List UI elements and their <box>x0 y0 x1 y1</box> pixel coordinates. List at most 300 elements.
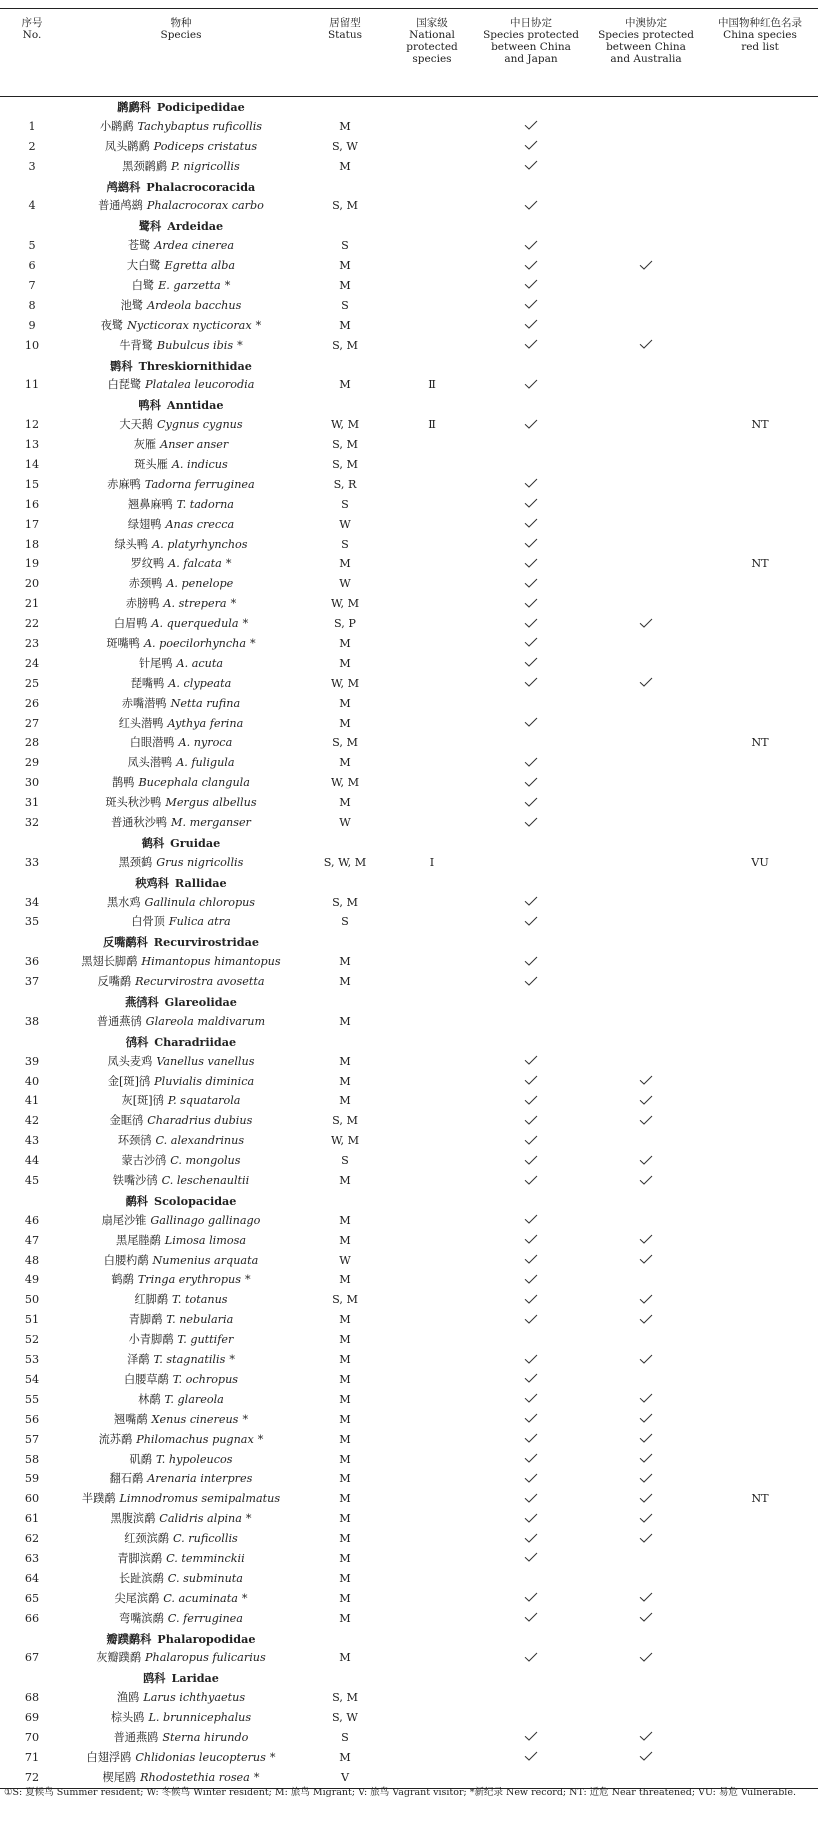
species-name-cn: 普通燕鸥 <box>113 1730 159 1744</box>
national-protection-cell <box>392 554 472 574</box>
red-list-cell <box>702 236 818 256</box>
national-protection-cell <box>392 1012 472 1032</box>
red-list-cell <box>702 773 818 793</box>
china-australia-check-cell <box>590 1290 702 1310</box>
red-list-cell: NT <box>751 1492 769 1506</box>
header-china-australia-agreement <box>590 9 702 97</box>
species-row <box>0 893 818 913</box>
empty-cell <box>298 356 392 376</box>
header-label-en: and Australia <box>610 53 682 65</box>
species-row <box>0 773 818 793</box>
red-list-cell <box>702 1450 818 1470</box>
red-list-cell <box>702 1290 818 1310</box>
species-name-latin: Tadorna ferruginea <box>144 477 255 491</box>
species-row <box>0 1370 818 1390</box>
species-name-latin: P. squatarola <box>167 1094 241 1108</box>
red-list-cell <box>702 1589 818 1609</box>
check-mark-icon <box>524 1533 538 1543</box>
check-mark-icon <box>639 1294 653 1304</box>
row-number-cell: 17 <box>24 517 40 531</box>
row-number-cell: 59 <box>24 1472 40 1486</box>
family-name-cn: 鸥科 <box>143 1671 166 1686</box>
family-name-cn: 秧鸡科 <box>135 875 169 890</box>
species-name-cell <box>64 1092 298 1112</box>
status-cell: S <box>341 497 349 511</box>
row-number-cell <box>0 873 64 893</box>
species-row <box>0 1509 818 1529</box>
species-name-cell <box>64 893 298 913</box>
china-australia-cell <box>590 694 702 714</box>
check-mark-icon <box>524 657 538 667</box>
species-name-latin: Tachybaptus ruficollis <box>137 119 263 133</box>
species-name-cn: 赤嘴潜鸭 <box>121 696 167 710</box>
red-list-cell <box>702 634 818 654</box>
species-row <box>0 674 818 694</box>
empty-cell <box>392 97 472 117</box>
china-japan-check-cell <box>472 1609 590 1629</box>
national-protection-cell <box>392 753 472 773</box>
china-australia-check-cell <box>590 336 702 356</box>
red-list-cell <box>702 1410 818 1430</box>
species-name-latin: A. acuta <box>176 656 224 670</box>
species-name-cell <box>64 1390 298 1410</box>
row-number-cell: 29 <box>24 756 40 770</box>
china-japan-check-cell <box>472 256 590 276</box>
status-cell: M <box>339 756 351 770</box>
red-list-cell <box>702 594 818 614</box>
empty-cell <box>702 1629 818 1649</box>
china-japan-cell <box>472 435 590 455</box>
species-row <box>0 515 818 535</box>
check-mark-icon <box>524 1731 538 1741</box>
species-name-cell <box>64 594 298 614</box>
china-australia-check-cell <box>590 1111 702 1131</box>
check-mark-icon <box>524 717 538 727</box>
status-cell: S, W <box>332 139 358 153</box>
species-name-cell <box>64 1370 298 1390</box>
empty-cell <box>472 356 590 376</box>
check-mark-icon <box>639 1473 653 1483</box>
family-name-cn: 鸻科 <box>125 1034 149 1049</box>
status-cell: W, M <box>330 676 360 690</box>
national-protection-cell <box>392 594 472 614</box>
species-name-latin: Mergus albellus <box>165 796 257 810</box>
empty-cell <box>472 833 590 853</box>
national-protection-cell <box>392 435 472 455</box>
family-row <box>0 356 818 376</box>
species-row <box>0 1111 818 1131</box>
species-row <box>0 1748 818 1768</box>
species-row <box>0 1271 818 1291</box>
china-australia-check-cell <box>590 1748 702 1768</box>
species-name-cell <box>64 952 298 972</box>
row-number-cell: 30 <box>24 776 40 790</box>
row-number-cell: 35 <box>24 915 40 929</box>
species-name-cn: 赤颈鸭 <box>128 577 163 591</box>
national-protection-cell <box>392 475 472 495</box>
check-mark-icon <box>524 1513 538 1523</box>
species-name-cell <box>64 694 298 714</box>
species-name-latin: Sterna hirundo <box>162 1730 249 1744</box>
china-japan-check-cell <box>472 296 590 316</box>
red-list-cell <box>702 1469 818 1489</box>
empty-cell <box>702 1191 818 1211</box>
china-australia-cell <box>590 316 702 336</box>
species-name-cn: 半蹼鹬 <box>81 1492 116 1506</box>
national-protection-cell <box>392 972 472 992</box>
national-protection-cell: Ⅱ <box>428 378 436 392</box>
family-row <box>0 395 818 415</box>
family-row <box>0 833 818 853</box>
row-number-cell: 65 <box>24 1591 40 1605</box>
row-number-cell: 47 <box>24 1233 40 1247</box>
red-list-cell <box>702 1310 818 1330</box>
species-name-latin: T. guttifer <box>177 1333 234 1347</box>
national-protection-cell <box>392 1589 472 1609</box>
china-australia-check-cell <box>590 614 702 634</box>
family-row <box>0 1191 818 1211</box>
species-name-cell <box>64 1509 298 1529</box>
row-number-cell: 11 <box>24 378 40 392</box>
family-name-cell <box>64 932 298 952</box>
check-mark-icon <box>524 120 538 130</box>
china-australia-cell <box>590 893 702 913</box>
new-record-mark: * <box>242 1412 249 1426</box>
family-name-cn: 鹬科 <box>125 1193 148 1208</box>
row-number-cell: 33 <box>24 855 40 869</box>
species-name-cn: 鹊鸭 <box>112 776 135 790</box>
species-name-cn: 矶鹬 <box>129 1452 152 1466</box>
national-protection-cell <box>392 157 472 177</box>
species-name-cn: 青脚鹬 <box>128 1313 163 1327</box>
empty-cell <box>702 992 818 1012</box>
china-japan-check-cell <box>472 1310 590 1330</box>
species-name-latin: L. brunnicephalus <box>148 1711 252 1725</box>
national-protection-cell <box>392 654 472 674</box>
check-mark-icon <box>639 1612 653 1622</box>
row-number-cell: 6 <box>28 259 36 273</box>
new-record-mark: * <box>241 1591 248 1605</box>
species-name-cn: 黑尾塍鹬 <box>116 1233 161 1247</box>
china-japan-check-cell <box>472 1549 590 1569</box>
family-row <box>0 1629 818 1649</box>
red-list-cell <box>702 972 818 992</box>
species-name-latin: Anser anser <box>160 438 229 452</box>
species-row <box>0 157 818 177</box>
family-name-latin: Laridae <box>171 1671 219 1686</box>
china-japan-check-cell <box>472 157 590 177</box>
family-name-cell <box>64 1032 298 1052</box>
species-name-cn: 凤头麦鸡 <box>107 1054 153 1068</box>
row-number-cell <box>0 216 64 236</box>
species-name-cell <box>64 117 298 137</box>
species-name-latin: C. mongolus <box>170 1154 241 1168</box>
red-list-cell <box>702 1111 818 1131</box>
row-number-cell: 26 <box>24 696 40 710</box>
species-row <box>0 276 818 296</box>
new-record-mark: * <box>244 1273 251 1287</box>
species-name-cn: 普通燕鸻 <box>96 1014 142 1028</box>
china-japan-check-cell <box>472 793 590 813</box>
species-name-cell <box>64 1430 298 1450</box>
china-australia-check-cell <box>590 1231 702 1251</box>
species-name-cn: 白骨顶 <box>131 915 165 929</box>
national-protection-cell <box>392 714 472 734</box>
china-japan-check-cell <box>472 753 590 773</box>
red-list-cell <box>702 1430 818 1450</box>
species-name-latin: Chlidonias leucopterus <box>135 1750 266 1764</box>
family-name-cell <box>64 1629 298 1649</box>
species-name-cn: 红头潜鸭 <box>118 716 164 730</box>
row-number-cell: 18 <box>24 537 40 551</box>
species-name-cn: 大天鹅 <box>119 418 153 432</box>
national-protection-cell <box>392 1450 472 1470</box>
header-label-en: Species protected <box>483 29 579 41</box>
national-protection-cell <box>392 1648 472 1668</box>
species-name-latin: Phalaropus fulicarius <box>145 1651 266 1665</box>
species-name-cell <box>64 1012 298 1032</box>
species-name-latin: Calidris alpina <box>159 1512 242 1526</box>
china-japan-check-cell <box>472 952 590 972</box>
species-row <box>0 1529 818 1549</box>
species-name-cell <box>64 1251 298 1271</box>
china-japan-check-cell <box>472 674 590 694</box>
national-protection-cell <box>392 1052 472 1072</box>
species-name-cn: 环颈鸻 <box>117 1134 152 1148</box>
china-australia-cell <box>590 1131 702 1151</box>
species-name-cn: 绿翅鸭 <box>127 517 162 531</box>
species-name-cell <box>64 972 298 992</box>
china-australia-cell <box>590 853 702 873</box>
check-mark-icon <box>524 518 538 528</box>
status-cell: M <box>339 656 351 670</box>
species-name-cn: 赤膀鸭 <box>125 597 160 611</box>
species-name-cell <box>64 435 298 455</box>
row-number-cell: 57 <box>24 1432 40 1446</box>
status-cell: S, M <box>332 457 358 471</box>
national-protection-cell <box>392 1549 472 1569</box>
national-protection-cell <box>392 1410 472 1430</box>
national-protection-cell <box>392 1310 472 1330</box>
species-row <box>0 196 818 216</box>
species-name-cn: 凤头潜鸭 <box>127 756 173 770</box>
species-name-cell <box>64 415 298 435</box>
species-name-cell <box>64 336 298 356</box>
species-name-latin: Ardea cinerea <box>154 239 235 253</box>
species-name-latin: Himantopus himantopus <box>141 955 281 969</box>
species-name-latin: C. leschenaultii <box>161 1174 250 1188</box>
row-number-cell: 43 <box>24 1134 40 1148</box>
species-name-latin: Cygnus cygnus <box>156 418 243 432</box>
china-japan-check-cell <box>472 1450 590 1470</box>
species-name-cell <box>64 1450 298 1470</box>
row-number-cell <box>0 97 64 117</box>
red-list-cell <box>702 793 818 813</box>
red-list-cell <box>702 515 818 535</box>
china-japan-check-cell <box>472 495 590 515</box>
national-protection-cell <box>392 455 472 475</box>
species-row <box>0 415 818 435</box>
national-protection-cell <box>392 1469 472 1489</box>
row-number-cell: 44 <box>24 1154 40 1168</box>
national-protection-cell <box>392 694 472 714</box>
empty-cell <box>702 97 818 117</box>
species-row <box>0 435 818 455</box>
empty-cell <box>472 395 590 415</box>
china-australia-cell <box>590 296 702 316</box>
species-name-cn: 翻石鹬 <box>109 1472 144 1486</box>
check-mark-icon <box>639 1493 653 1503</box>
china-japan-check-cell <box>472 574 590 594</box>
species-row <box>0 316 818 336</box>
national-protection-cell <box>392 1290 472 1310</box>
row-number-cell: 36 <box>24 955 40 969</box>
species-row <box>0 1092 818 1112</box>
status-cell: S, P <box>334 617 356 631</box>
family-row <box>0 873 818 893</box>
check-mark-icon <box>524 419 538 429</box>
status-cell: M <box>339 1392 351 1406</box>
check-mark-icon <box>524 1433 538 1443</box>
status-cell: M <box>339 278 351 292</box>
check-mark-icon <box>639 1453 653 1463</box>
check-mark-icon <box>524 1373 538 1383</box>
species-name-latin: Phalacrocorax carbo <box>146 199 264 213</box>
china-australia-cell <box>590 1569 702 1589</box>
species-name-cn: 铁嘴沙鸻 <box>112 1174 158 1188</box>
empty-cell <box>472 216 590 236</box>
china-australia-check-cell <box>590 1728 702 1748</box>
check-mark-icon <box>524 1274 538 1284</box>
species-name-latin: A. penelope <box>166 577 234 591</box>
species-name-latin: T. totanus <box>172 1293 228 1307</box>
national-protection-cell <box>392 1509 472 1529</box>
china-australia-cell <box>590 654 702 674</box>
species-name-cell <box>64 714 298 734</box>
national-protection-cell <box>392 1370 472 1390</box>
species-name-cn: 红颈滨鹬 <box>124 1532 169 1546</box>
national-protection-cell <box>392 574 472 594</box>
china-australia-cell <box>590 515 702 535</box>
species-row <box>0 793 818 813</box>
china-australia-cell <box>590 714 702 734</box>
china-australia-cell <box>590 793 702 813</box>
check-mark-icon <box>639 677 653 687</box>
species-name-latin: A. poecilorhyncha <box>143 636 247 650</box>
empty-cell <box>590 992 702 1012</box>
red-list-cell <box>702 714 818 734</box>
row-number-cell: 60 <box>24 1492 40 1506</box>
red-list-cell <box>702 495 818 515</box>
china-japan-check-cell <box>472 415 590 435</box>
status-cell: S <box>341 1154 349 1168</box>
check-mark-icon <box>639 1155 653 1165</box>
national-protection-cell <box>392 1728 472 1748</box>
header-label-cn: 序号 <box>21 17 43 29</box>
check-mark-icon <box>639 1433 653 1443</box>
china-japan-check-cell <box>472 714 590 734</box>
empty-cell <box>702 177 818 197</box>
red-list-cell <box>702 276 818 296</box>
check-mark-icon <box>524 478 538 488</box>
red-list-cell <box>702 1609 818 1629</box>
species-name-cn: 翘嘴鹬 <box>113 1412 148 1426</box>
china-japan-check-cell <box>472 1469 590 1489</box>
national-protection-cell <box>392 1171 472 1191</box>
family-name-latin: Phalaropodidae <box>157 1631 256 1646</box>
china-japan-check-cell <box>472 1251 590 1271</box>
check-mark-icon <box>524 916 538 926</box>
family-name-cell <box>64 216 298 236</box>
species-name-cell <box>64 853 298 873</box>
table-body <box>0 97 818 1789</box>
red-list-cell <box>702 1648 818 1668</box>
china-japan-check-cell <box>472 1589 590 1609</box>
species-row <box>0 1728 818 1748</box>
row-number-cell: 67 <box>24 1651 40 1665</box>
row-number-cell: 66 <box>24 1611 40 1625</box>
china-japan-check-cell <box>472 137 590 157</box>
national-protection-cell <box>392 1569 472 1589</box>
empty-cell <box>298 833 392 853</box>
china-japan-cell <box>472 1012 590 1032</box>
red-list-cell <box>702 296 818 316</box>
national-protection-cell <box>392 1072 472 1092</box>
status-cell: S, M <box>332 736 358 750</box>
status-cell: M <box>339 1452 351 1466</box>
check-mark-icon <box>524 777 538 787</box>
national-protection-cell <box>392 196 472 216</box>
species-name-latin: Aythya ferina <box>167 716 244 730</box>
china-australia-cell <box>590 813 702 833</box>
national-protection-cell <box>392 1529 472 1549</box>
family-row <box>0 1032 818 1052</box>
check-mark-icon <box>524 240 538 250</box>
species-name-latin: Limnodromus semipalmatus <box>119 1492 281 1506</box>
china-japan-check-cell <box>472 1529 590 1549</box>
species-name-cell <box>64 1131 298 1151</box>
status-cell: M <box>339 1412 351 1426</box>
row-number-cell: 28 <box>24 736 40 750</box>
check-mark-icon <box>524 299 538 309</box>
check-mark-icon <box>524 319 538 329</box>
check-mark-icon <box>524 1214 538 1224</box>
row-number-cell <box>0 356 64 376</box>
national-protection-cell <box>392 674 472 694</box>
national-protection-cell <box>392 1231 472 1251</box>
china-australia-cell <box>590 157 702 177</box>
species-row <box>0 1211 818 1231</box>
status-cell: M <box>339 1551 351 1565</box>
header-label-en: China species <box>723 29 797 41</box>
row-number-cell: 34 <box>24 895 40 909</box>
species-row <box>0 1589 818 1609</box>
row-number-cell <box>0 1668 64 1688</box>
species-name-latin: Gallinago gallinago <box>150 1213 261 1227</box>
red-list-cell <box>702 157 818 177</box>
row-number-cell: 69 <box>24 1711 40 1725</box>
national-protection-cell <box>392 813 472 833</box>
species-name-latin: T. stagnatilis <box>153 1353 226 1367</box>
species-name-cn: 尖尾滨鹬 <box>114 1591 160 1605</box>
species-name-cn: 翘鼻麻鸭 <box>128 497 173 511</box>
status-cell: V <box>298 1768 392 1788</box>
red-list-cell <box>702 694 818 714</box>
header-label-cn: 中澳协定 <box>625 17 667 29</box>
row-number-cell: 54 <box>24 1372 40 1386</box>
check-mark-icon <box>524 956 538 966</box>
header-number <box>0 9 64 97</box>
